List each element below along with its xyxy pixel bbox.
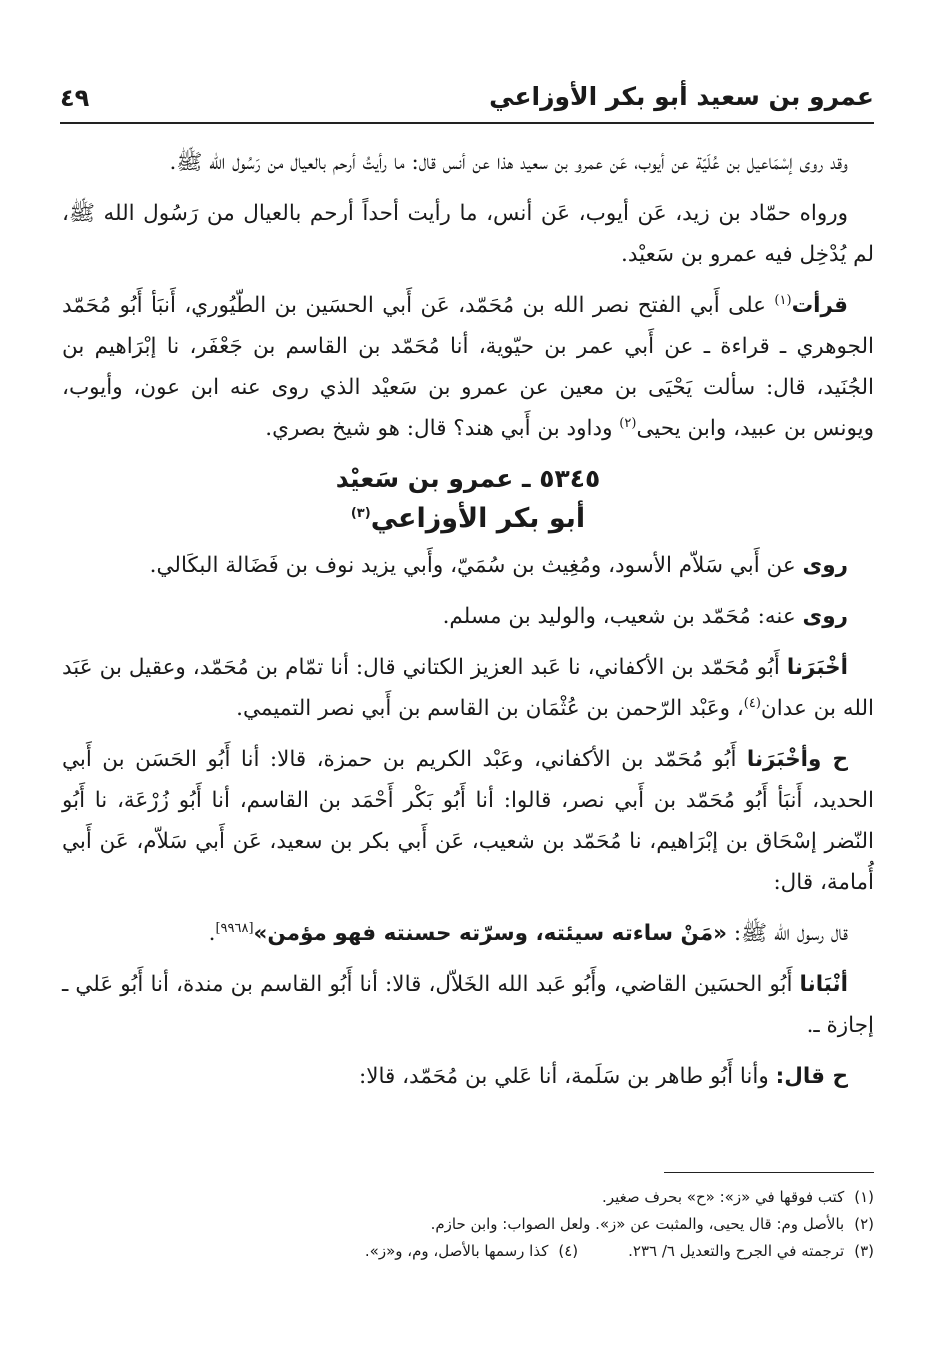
hadith-end: . — [208, 921, 216, 946]
body-text — [62, 142, 874, 1107]
footnote-1 — [62, 1184, 874, 1211]
entry-paragraph-4 — [62, 739, 874, 903]
footnote-ref-3: (٣) — [350, 506, 371, 521]
footnotes — [62, 1184, 874, 1265]
page-header — [60, 82, 874, 122]
footnote-3-number: (٣) — [854, 1242, 874, 1260]
entry-kunya: أبو بكر الأوزاعي — [370, 503, 586, 534]
paragraph-1-text: وقد روى إسْمَاعيل بن عُلَيّة عن أيوب، عَن عمرو بن سعيد هذا عن أنس قال: ما رأيتُ أرحم بالعيال من رَسُول الله ﷺ. — [169, 150, 848, 175]
running-title: عمرو بن سعيد أبو بكر الأوزاعي — [489, 82, 874, 111]
paragraph-3 — [62, 285, 874, 449]
paragraph-1 — [62, 142, 874, 183]
entry-paragraph-3-text-a: أَبُو مُحَمّد بن الأكفاني، نا عَبد العزيز الكتاني قال: أنا تمّام بن مُحَمّد، وعقيل بن عَبَد الله بن عدان — [62, 655, 874, 721]
paragraph-2 — [62, 193, 874, 275]
hadith-intro: قال رسول الله ﷺ: — [733, 921, 848, 946]
entry-paragraph-1-text: عن أَبي سَلاّم الأسود، ومُغِيث بن سُمَيّ، وأَبي يزيد نوف بن فَضَالة البكَالي. — [149, 553, 796, 578]
entry-paragraph-2-text: عنه: مُحَمّد بن شعيب، والوليد بن مسلم. — [442, 604, 796, 629]
footnote-2-number: (٢) — [854, 1215, 874, 1233]
footnote-3-text: ترجمته في الجرح والتعديل ٦/ ٢٣٦. — [628, 1242, 845, 1260]
entry-paragraph-6-text: أَبُو الحسَين القاضي، وأَبُو عَبد الله الخَلاّل، قالا: أنا أَبُو القاسم بن مندة، أنا أَبُو عَلي ـ إجازة ـ. — [62, 972, 874, 1038]
entry-paragraph-1-lead: روى — [802, 553, 848, 578]
paragraph-3-lead: قرأت — [791, 293, 848, 318]
footnote-4-text: كذا رسمها بالأصل، وم، و«ز». — [364, 1242, 549, 1260]
hadith-number: [٩٩٦٨] — [215, 920, 254, 936]
entry-paragraph-1 — [62, 545, 874, 586]
footnote-4-number: (٤) — [558, 1242, 579, 1260]
entry-paragraph-6-lead: أنْبَانا — [799, 972, 848, 997]
entry-paragraph-7-lead: ح قال: — [775, 1064, 848, 1089]
footnote-ref-4: (٤) — [743, 695, 761, 711]
entry-paragraph-3-lead: أخْبَرَنا — [786, 655, 849, 680]
hadith-text: «مَنْ ساءته سيئته، وسرّته حسنته فهو مؤمن» — [253, 921, 728, 946]
paragraph-3-text-b: وداود بن أَبي هند؟ قال: هو شيخ بصري. — [265, 416, 613, 441]
entry-kunya-line — [62, 499, 874, 539]
paragraph-3-text-a: على أَبي الفتح نصر الله بن مُحَمّد، عَن أَبي الحسَين بن الطّيُوري، أَنبَأ أَبُو مُحَمّد الجوهري ـ قراءة ـ عن أَبي عمر بن حيّوية، أنا مُحَمّد بن القاسم بن جَعْفَر، نا إبْرَاهيم بن الجُنَيد، قال: سألت يَحْيَى بن معين عن عمرو بن سَعيْد الذي روى عنه ابن عون، وأيوب، ويونس بن عبيد، وابن يحيى — [62, 293, 874, 441]
footnote-4 — [365, 1238, 578, 1265]
entry-heading — [62, 459, 874, 539]
footnote-ref-1: (١) — [774, 292, 792, 308]
footnote-2 — [62, 1211, 874, 1238]
header-rule — [60, 122, 874, 124]
footnote-rule — [664, 1172, 874, 1173]
hadith-paragraph — [62, 913, 874, 954]
entry-paragraph-4-lead: ح وأخْبَرَنا — [746, 747, 848, 772]
footnote-1-text: كتب فوقها في «ز»: «ح» بحرف صغير. — [602, 1188, 845, 1206]
entry-paragraph-2-lead: روى — [802, 604, 848, 629]
entry-paragraph-3 — [62, 647, 874, 729]
footnote-1-number: (١) — [854, 1188, 874, 1206]
entry-paragraph-6 — [62, 964, 874, 1046]
entry-paragraph-7-text: وأنا أَبُو طاهر بن سَلَمة، أنا عَلي بن مُحَمّد، قالا: — [358, 1064, 769, 1089]
entry-paragraph-7 — [62, 1056, 874, 1097]
page-number: ٤٩ — [60, 84, 90, 112]
footnote-3 — [628, 1238, 874, 1265]
footnote-ref-2: (٢) — [619, 415, 637, 431]
entry-paragraph-3-text-b: ، وعَبْد الرّحمن بن عُثْمَان بن القاسم بن أَبي نصر التميمي. — [236, 696, 744, 721]
paragraph-2-text: ورواه حمّاد بن زيد، عَن أيوب، عَن أنس، ما رأيت أحداً أرحم بالعيال من رَسُول الله ﷺ، لم يُدْخِل فيه عمرو بن سَعيْد. — [62, 201, 874, 267]
entry-paragraph-2 — [62, 596, 874, 637]
entry-number-name: ٥٣٤٥ ـ عمرو بن سَعيْد — [335, 464, 601, 493]
entry-paragraph-4-text: أَبُو مُحَمّد بن الأكفاني، وعَبْد الكريم بن حمزة، قالا: أنا أَبُو الحَسَن بن أَبي الحديد، أَنبَأ أَبُو مُحَمّد بن أَبي نصر، قالوا: أنا أَبُو بَكْر أَحْمَد بن القاسم، أنا أَبُو زُرْعَة، نا أَبُو النّضر إسْحَاق بن إبْرَاهيم، نا مُحَمّد بن شعيب، عَن أَبي بكر بن سعيد، عَن أَبي سَلاّم، عَن أَبي أُمامة، قال: — [62, 747, 874, 895]
footnote-row-3-4 — [62, 1238, 874, 1265]
footnote-2-text: بالأصل وم: قال يحيى، والمثبت عن «ز». ولعل الصواب: وابن حازم. — [430, 1215, 845, 1233]
